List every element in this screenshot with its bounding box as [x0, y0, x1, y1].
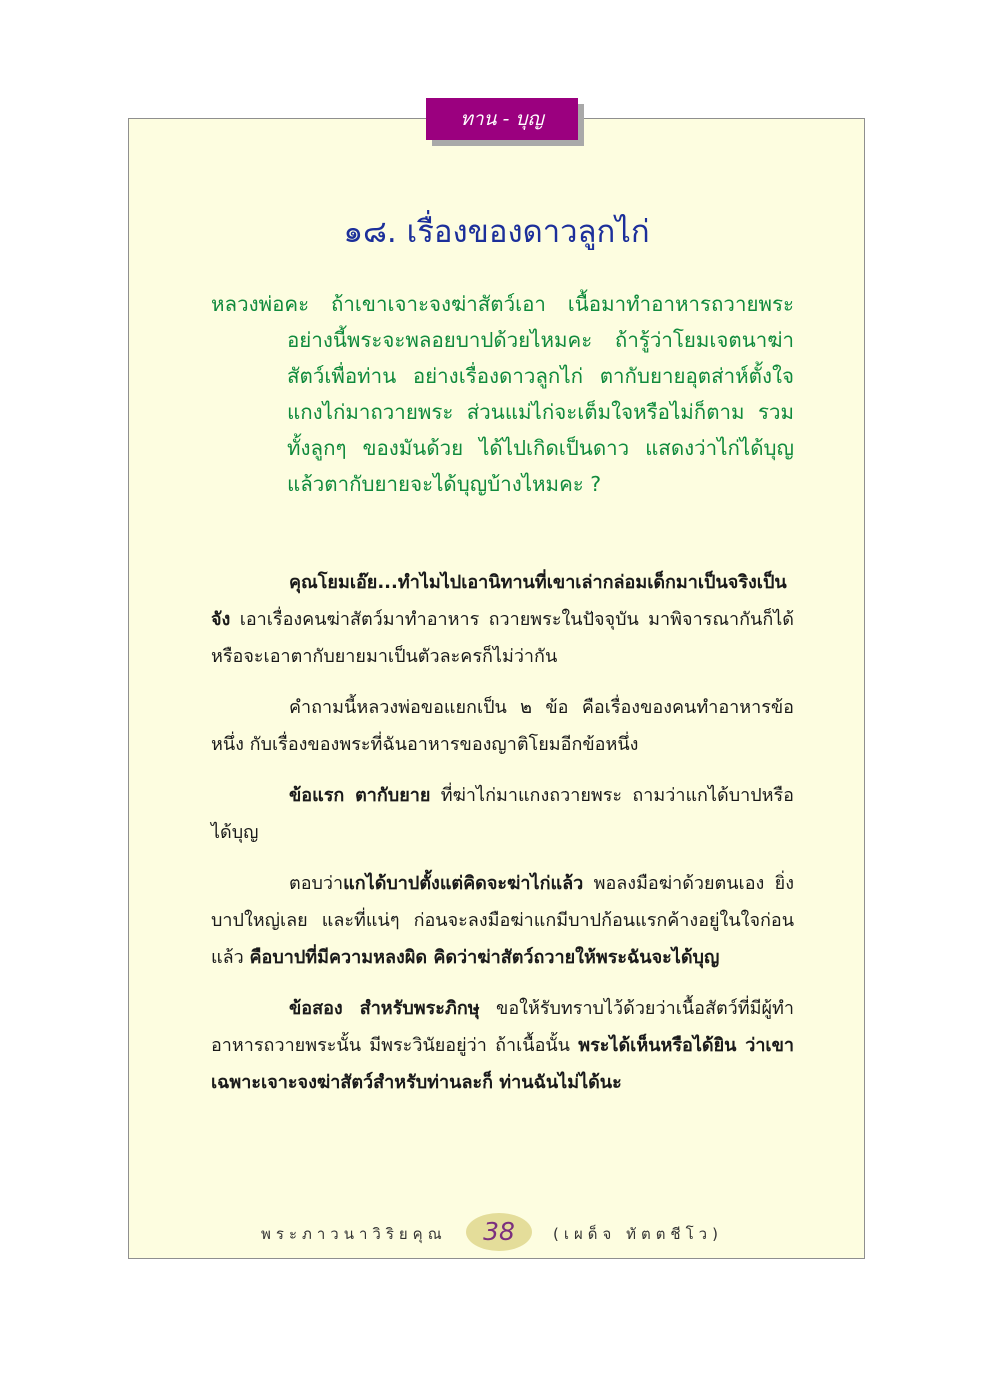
- answer-p5-bold-2: พระได้เห็นหรือได้ยิน ว่าเขาเฉพาะเจาะจงฆ่าสัตว์สำหรับท่านละก็ ท่านฉันไม่ได้นะ: [211, 1035, 794, 1093]
- answer-body: [211, 564, 794, 1115]
- answer-paragraph-1: [211, 564, 794, 675]
- answer-p3-bold: ข้อแรก ตากับยาย: [289, 785, 431, 806]
- answer-p2-text: คำถามนี้หลวงพ่อขอแยกเป็น ๒ ข้อ คือเรื่องของคนทำอาหารข้อหนึ่ง กับเรื่องของพระที่ฉันอาหารของญาติโยมอีกข้อหนึ่ง: [211, 697, 794, 755]
- answer-p5-text: ขอให้รับทราบไว้ด้วยว่าเนื้อสัตว์ที่มีผู้ทำอาหารถวายพระนั้น มีพระวินัยอยู่ว่า ถ้าเนื้อนั้น: [211, 998, 794, 1056]
- answer-p1-bold: คุณโยมเอ๊ย...ทำไมไปเอานิทานที่เขาเล่ากล่อมเด็กมาเป็นจริงเป็นจัง: [211, 572, 787, 630]
- header-tab: ทาน - บุญ: [426, 98, 578, 140]
- answer-p5-bold-1: ข้อสอง สำหรับพระภิกษุ: [289, 998, 480, 1019]
- answer-p1-text: เอาเรื่องคนฆ่าสัตว์มาทำอาหาร ถวายพระในปัจจุบัน มาพิจารณากันก็ได้ หรือจะเอาตากับยายมาเป็นตัวละครก็ไม่ว่ากัน: [211, 609, 794, 667]
- answer-paragraph-3: [211, 777, 794, 851]
- chapter-title: ๑๘. เรื่องของดาวลูกไก่: [343, 214, 650, 250]
- answer-p4-bold-1: แกได้บาปตั้งแต่คิดจะฆ่าไก่แล้ว: [343, 873, 584, 894]
- answer-paragraph-4: [211, 865, 794, 976]
- page-footer: [128, 1212, 865, 1252]
- answer-paragraph-5: [211, 990, 794, 1101]
- answer-paragraph-2: [211, 689, 794, 763]
- answer-p4-text-a: ตอบว่า: [289, 873, 344, 894]
- page-number: 38: [466, 1213, 532, 1251]
- footer-author-name: (เผด็จ ทัตตชีโว): [553, 1225, 723, 1243]
- answer-p4-bold-2: คือบาปที่มีความหลงผิด คิดว่าฆ่าสัตว์ถวายให้พระฉันจะได้บุญ: [249, 947, 720, 968]
- question-paragraph: หลวงพ่อคะ ถ้าเขาเจาะจงฆ่าสัตว์เอา เนื้อมาทำอาหารถวายพระ อย่างนี้พระจะพลอยบาปด้วยไหมคะ ถ้ารู้ว่าโยมเจตนาฆ่าสัตว์เพื่อท่าน อย่างเรื่องดาวลูกไก่ ตากับยายอุตส่าห์ตั้งใจแกงไก่มาถวายพระ ส่วนแม่ไก่จะเต็มใจหรือไม่ก็ตาม รวมทั้งลูกๆ ของมันด้วย ได้ไปเกิดเป็นดาว แสดงว่าไก่ได้บุญ แล้วตากับยายจะได้บุญบ้างไหมคะ ?: [211, 292, 794, 496]
- answer-p3-text: ที่ฆ่าไก่มาแกงถวายพระ ถามว่าแกได้บาปหรือได้บุญ: [211, 785, 794, 843]
- footer-author: พระภาวนาวิริยคุณ: [261, 1225, 447, 1243]
- answer-p4-text-b: พอลงมือฆ่าด้วยตนเอง ยิ่งบาปใหญ่เลย และที่แน่ๆ ก่อนจะลงมือฆ่าแกมีบาปก้อนแรกค้างอยู่ในใจก่อนแล้ว: [211, 873, 794, 968]
